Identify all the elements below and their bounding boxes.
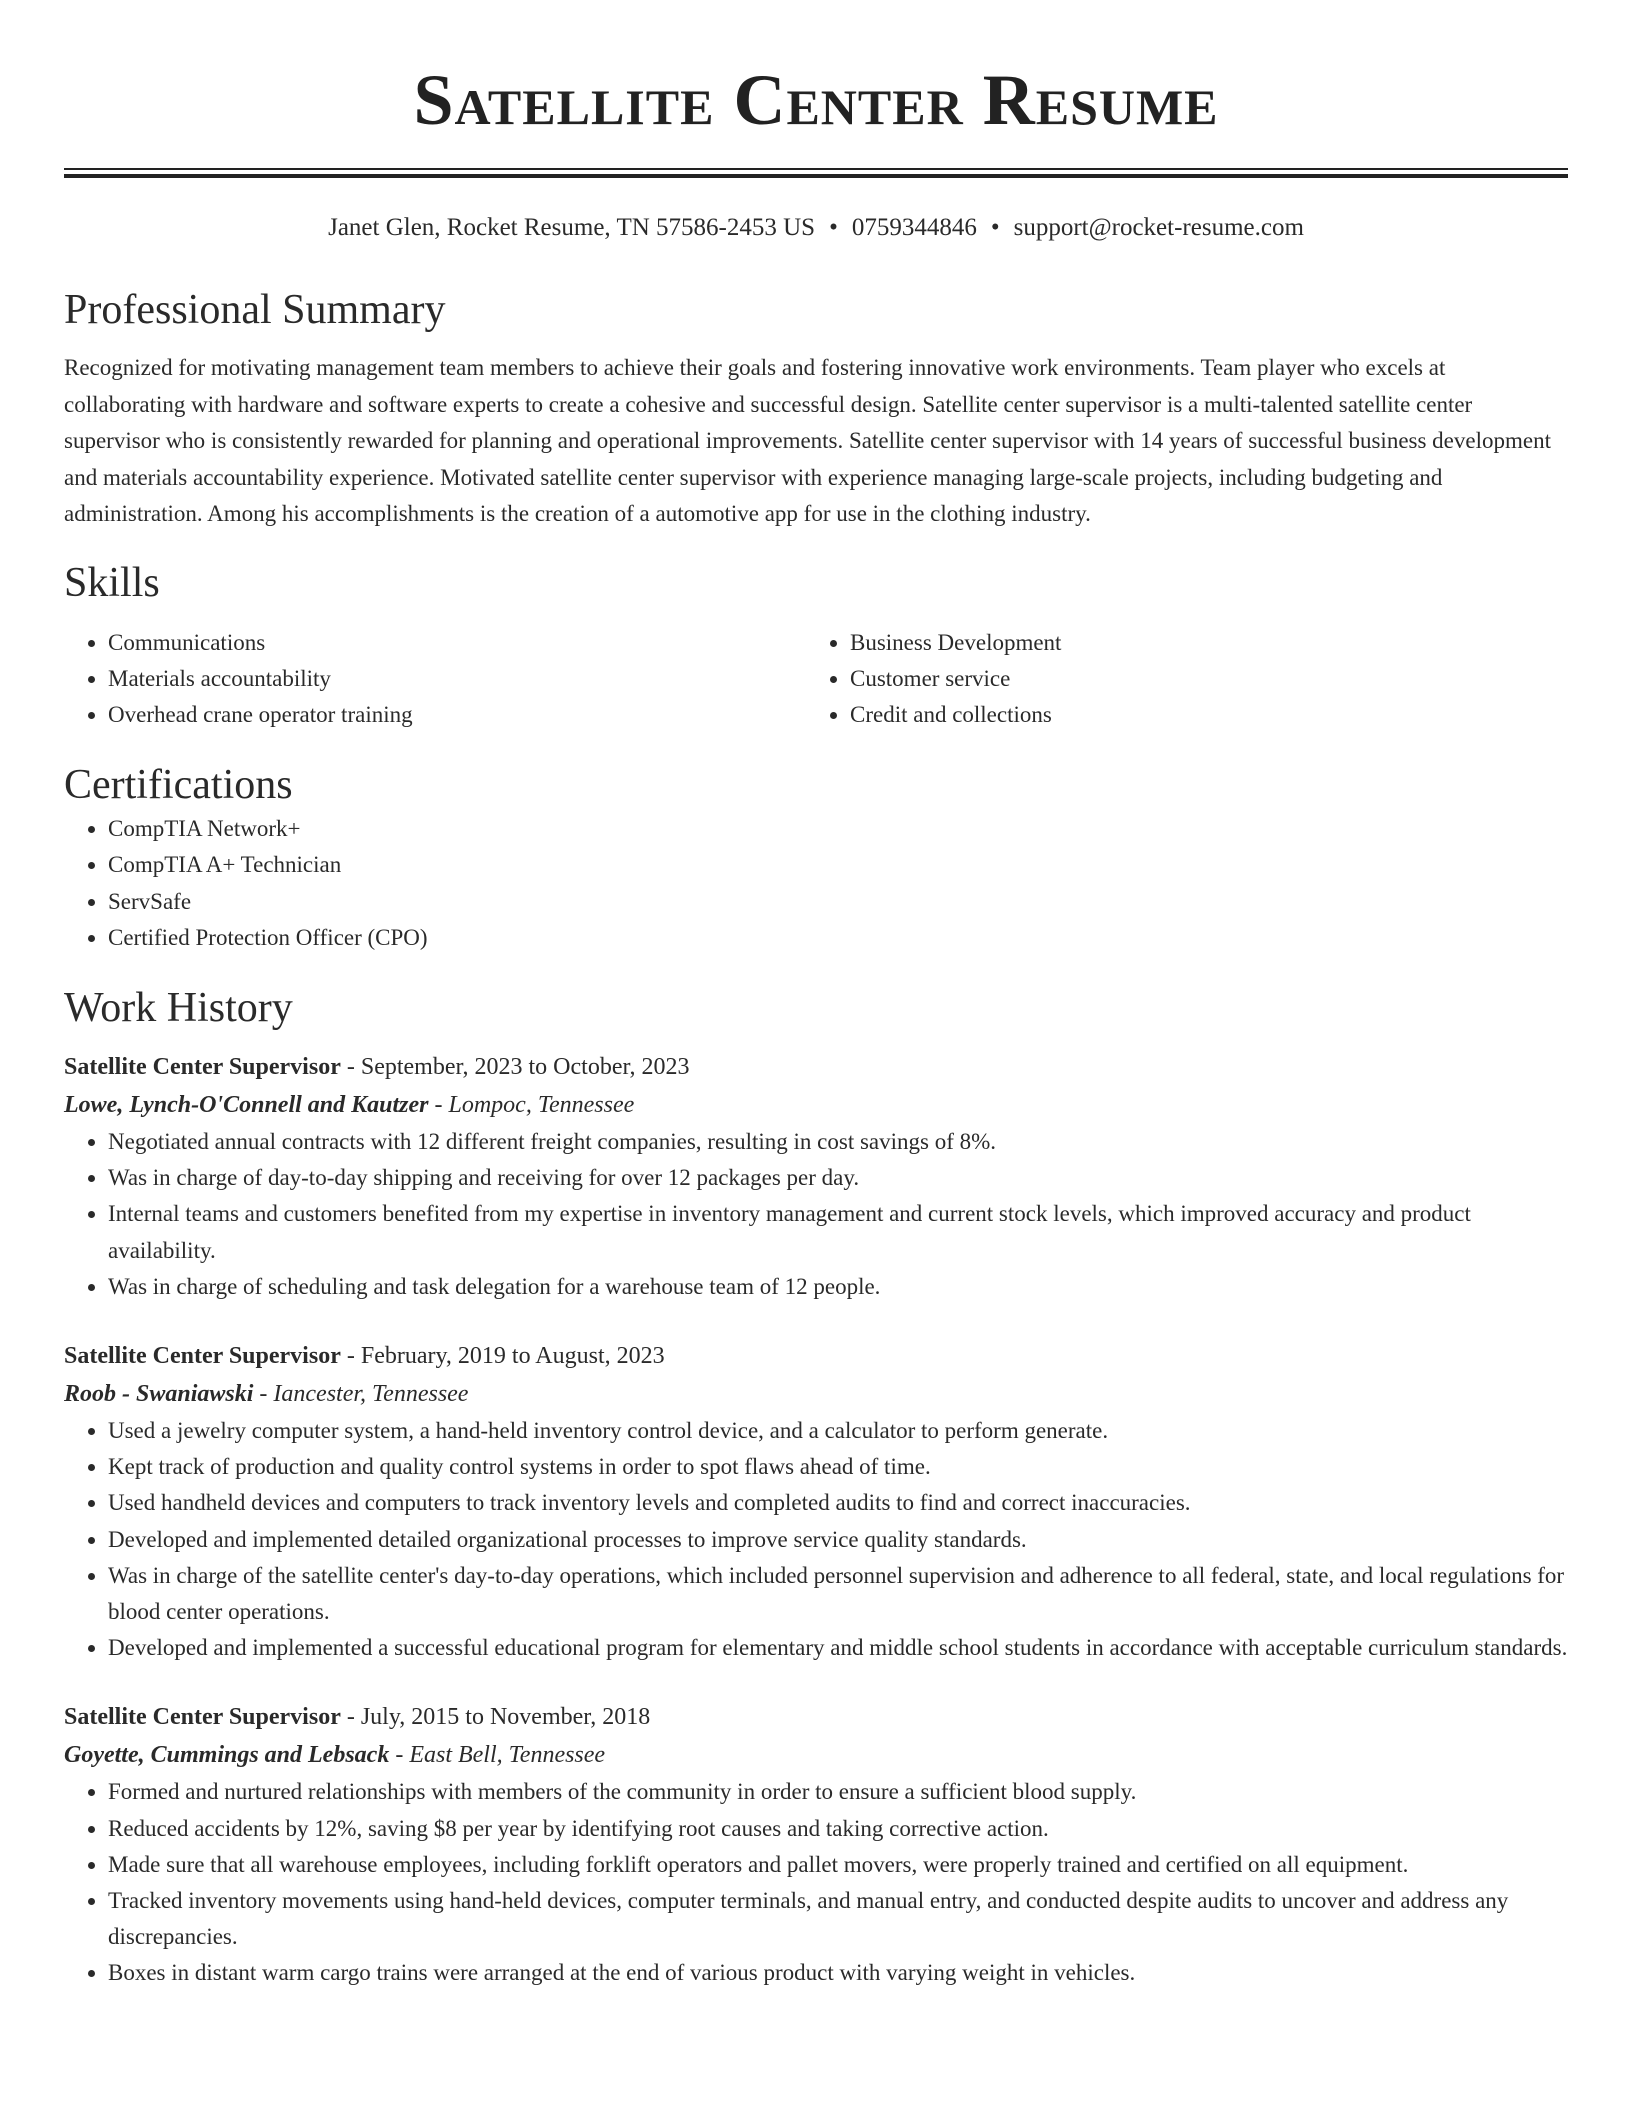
job-header: Satellite Center Supervisor - July, 2015 to November, 2018 <box>64 1704 651 1731</box>
job-bullet: • Kept track of production and quality control systems in order to spot flaws ahead of time. <box>108 1449 1568 1485</box>
skill-item: • Materials accountability <box>108 661 806 697</box>
certifications-heading: Certifications <box>64 762 293 809</box>
contact-separator: • <box>990 214 1000 241</box>
job-title: Satellite Center Supervisor <box>64 1342 341 1369</box>
job-bullet: • Formed and nurtured relationships with members of the community in order to ensure a sufficient blood supply. <box>108 1774 1568 1810</box>
skill-item: • Communications <box>108 625 806 661</box>
skills-column-left <box>64 625 806 734</box>
job-header: Satellite Center Supervisor - February, 2019 to August, 2023 <box>64 1342 665 1369</box>
skills-grid <box>64 625 1568 734</box>
job-location: Iancester, Tennessee <box>273 1380 469 1407</box>
job-employer-line: Goyette, Cummings and Lebsack - East Bell, Tennessee <box>64 1742 606 1769</box>
job-bullet: • Boxes in distant warm cargo trains were arranged at the end of various product with varying weight in vehicles. <box>108 1955 1568 1991</box>
job-bullet: • Internal teams and customers benefited from my expertise in inventory management and current stock levels, which improved accuracy and product availability. <box>108 1196 1568 1268</box>
job-location: Lompoc, Tennessee <box>448 1091 635 1118</box>
work-history-heading: Work History <box>64 984 293 1031</box>
job-bullet: • Tracked inventory movements using hand-held devices, computer terminals, and manual entry, and conducted despite audits to uncover and address any discrepancies. <box>108 1883 1568 1955</box>
certification-item: • CompTIA Network+ <box>108 811 1568 847</box>
job-dates: September, 2023 to October, 2023 <box>360 1053 690 1080</box>
job-bullet: • Made sure that all warehouse employees, including forklift operators and pallet movers, were properly trained and certified on all equipment. <box>108 1847 1568 1883</box>
certification-item: • Certified Protection Officer (CPO) <box>108 920 1568 956</box>
contact-address: Janet Glen, Rocket Resume, TN 57586-2453 US <box>328 214 816 241</box>
job-entry <box>64 1698 1568 1991</box>
contact-phone: 0759344846 <box>851 214 977 241</box>
job-dates: July, 2015 to November, 2018 <box>360 1704 651 1731</box>
job-employer: Goyette, Cummings and Lebsack <box>64 1742 390 1769</box>
contact-line <box>64 212 1568 244</box>
job-bullet: • Was in charge of day-to-day shipping and receiving for over 12 packages per day. <box>108 1160 1568 1196</box>
job-bullet: • Reduced accidents by 12%, saving $8 per year by identifying root causes and taking corrective action. <box>108 1811 1568 1847</box>
title-divider <box>64 168 1568 178</box>
job-dates: February, 2019 to August, 2023 <box>360 1342 665 1369</box>
job-employer-line: Roob - Swaniawski - Iancester, Tennessee <box>64 1380 469 1407</box>
job-bullet: • Developed and implemented detailed organizational processes to improve service quality standards. <box>108 1522 1568 1558</box>
job-employer: Roob - Swaniawski <box>64 1380 254 1407</box>
skills-column-right <box>806 625 1548 734</box>
job-bullet: • Was in charge of scheduling and task delegation for a warehouse team of 12 people. <box>108 1269 1568 1305</box>
job-employer: Lowe, Lynch-O'Connell and Kautzer <box>64 1091 429 1118</box>
document-title: Satellite Center Resume <box>413 60 1219 140</box>
certification-item: • ServSafe <box>108 884 1568 920</box>
job-bullet: • Used handheld devices and computers to track inventory levels and completed audits to find and correct inaccuracies. <box>108 1485 1568 1521</box>
job-location: East Bell, Tennessee <box>409 1742 606 1769</box>
contact-email: support@rocket-resume.com <box>1013 214 1304 241</box>
job-employer-line: Lowe, Lynch-O'Connell and Kautzer - Lompoc, Tennessee <box>64 1091 635 1118</box>
job-bullet: • Was in charge of the satellite center's day-to-day operations, which included personnel supervision and adherence to all federal, state, and local regulations for blood center operations. <box>108 1558 1568 1630</box>
skills-heading: Skills <box>64 559 160 606</box>
contact-separator: • <box>829 214 838 241</box>
job-bullets <box>64 1124 1568 1305</box>
job-title: Satellite Center Supervisor <box>64 1704 341 1731</box>
job-header: Satellite Center Supervisor - September, 2023 to October, 2023 <box>64 1053 690 1080</box>
job-bullets <box>64 1774 1568 1991</box>
job-title: Satellite Center Supervisor <box>64 1053 341 1080</box>
skills-list-left <box>64 625 806 734</box>
certifications-list <box>64 811 1568 956</box>
job-bullet: • Negotiated annual contracts with 12 different freight companies, resulting in cost savings of 8%. <box>108 1124 1568 1160</box>
job-entry <box>64 1337 1568 1666</box>
certification-item: • CompTIA A+ Technician <box>108 847 1568 883</box>
summary-heading: Professional Summary <box>64 287 446 333</box>
skill-item: • Business Development <box>850 625 1548 661</box>
job-bullet: • Developed and implemented a successful educational program for elementary and middle school students in accordance with acceptable curriculum standards. <box>108 1630 1568 1666</box>
skill-item: • Customer service <box>850 661 1548 697</box>
skill-item: • Credit and collections <box>850 697 1548 733</box>
job-bullets <box>64 1413 1568 1666</box>
job-entry <box>64 1048 1568 1305</box>
job-bullet: • Used a jewelry computer system, a hand-held inventory control device, and a calculator to perform generate. <box>108 1413 1568 1449</box>
skills-list-right <box>806 625 1548 734</box>
skill-item: • Overhead crane operator training <box>108 697 806 733</box>
summary-text: Recognized for motivating management team members to achieve their goals and fostering innovative work environments. Team player who excels at collaborating with hardware and software experts to create a cohesive and successful design. Satellite center supervisor is a multi-talented satellite center supervisor who is consistently rewarded for planning and operational improvements. Satellite center supervisor with 14 years of successful business development and materials accountability experience. Motivated satellite center supervisor with experience managing large-scale projects, including budgeting and administration. Among his accomplishments is the creation of a automotive app for use in the clothing industry. <box>64 355 1551 526</box>
